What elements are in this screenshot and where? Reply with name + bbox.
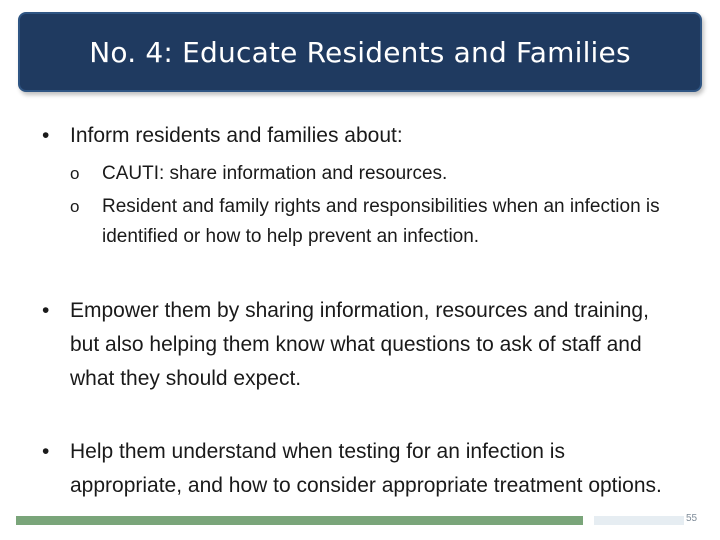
page-number: 55 — [686, 513, 698, 524]
bullet-text: Empower them by sharing information, resources and training, but also helping them know what questions to ask of staff and what they should expect. — [70, 299, 649, 390]
sub-bullet-marker: o — [70, 197, 80, 216]
sub-bullet-marker: o — [70, 164, 80, 183]
bullet-marker: • — [42, 124, 50, 147]
bullet-marker: • — [42, 299, 50, 322]
slide-title: No. 4: Educate Residents and Families — [89, 35, 631, 69]
sub-bullet-item-2 — [70, 192, 662, 252]
bullet-item-2 — [42, 294, 670, 396]
bullet-text: Inform residents and families about: — [70, 124, 403, 147]
footer-green-bar — [16, 516, 583, 525]
sub-bullet-item-1 — [70, 159, 662, 189]
sub-bullet-text: CAUTI: share information and resources. — [102, 163, 448, 184]
bullet-text: Help them understand when testing for an infection is appropriate, and how to consider appropriate treatment options. — [70, 440, 662, 497]
bullet-item-1 — [42, 119, 670, 153]
title-banner — [18, 12, 702, 92]
sub-bullet-text: Resident and family rights and responsibilities when an infection is identified or how to help prevent an infection. — [102, 196, 660, 247]
footer-light-bar — [594, 516, 684, 525]
bullet-marker: • — [42, 440, 50, 463]
bullet-item-3 — [42, 435, 670, 503]
